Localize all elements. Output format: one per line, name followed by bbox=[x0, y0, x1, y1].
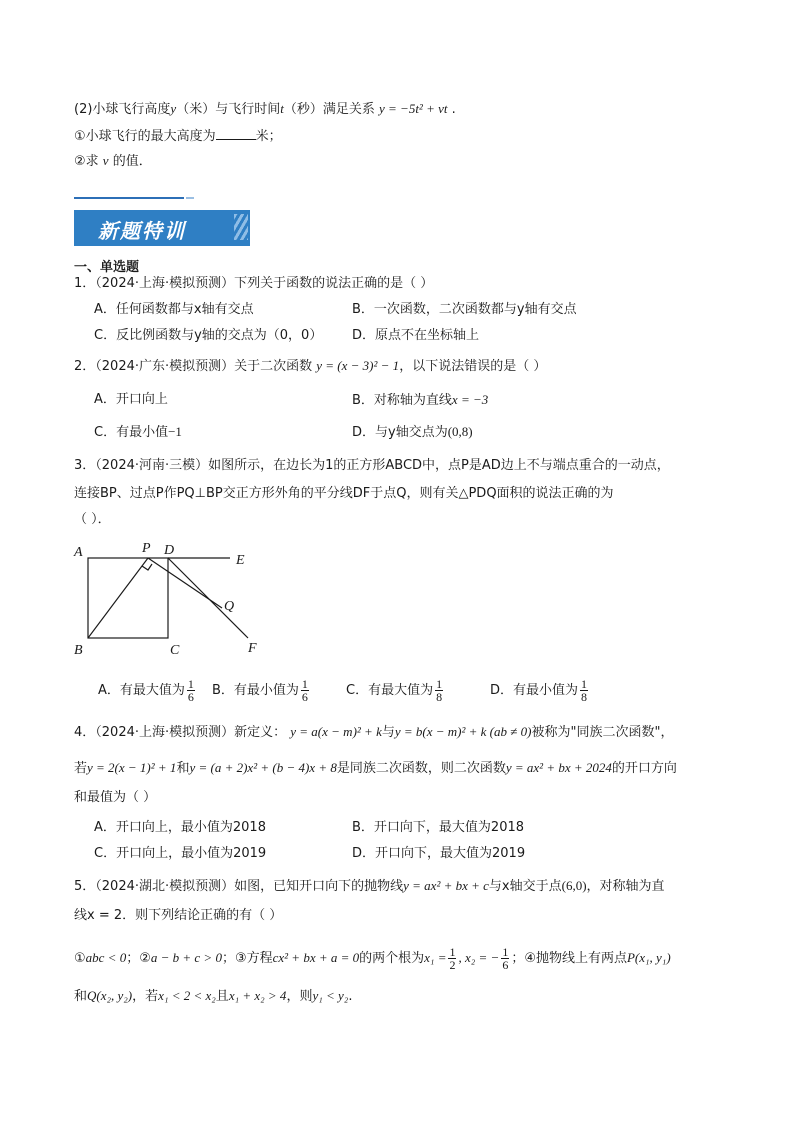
q2-option-a: A．开口向上 bbox=[94, 392, 168, 407]
q4-l1-suffix: 被称为"同族二次函数"， bbox=[531, 725, 674, 740]
q3-option-c bbox=[346, 678, 445, 703]
q5-l4-c2: 且 bbox=[215, 989, 229, 1004]
label-b: B bbox=[74, 643, 83, 658]
q3-d-num: 1 bbox=[581, 677, 588, 691]
q2-option-c bbox=[94, 422, 182, 443]
var-y: y bbox=[170, 101, 177, 116]
q5-l3-c3: ；③方程 bbox=[221, 951, 273, 966]
q5-frac2-den: 6 bbox=[502, 958, 509, 972]
var-v: v bbox=[102, 153, 109, 168]
q2-stem-suffix: ，以下说法错误的是（ ） bbox=[399, 359, 547, 374]
q4-l2-mid2: 是同族二次函数，则二次函数 bbox=[336, 761, 506, 776]
answer-blank[interactable] bbox=[216, 127, 256, 140]
banner-stripe bbox=[234, 214, 248, 240]
q4-l1-f2: y = b(x − m)² + k (ab ≠ 0) bbox=[394, 724, 532, 739]
section-title: 一、单选题 bbox=[74, 260, 140, 275]
q4-option-a: A．开口向上，最小值为2018 bbox=[94, 820, 266, 835]
q5-l4-c3: ，则 bbox=[286, 989, 313, 1004]
section-banner bbox=[74, 204, 254, 250]
q2-formula: y = (x − 3)² − 1 bbox=[316, 358, 400, 373]
part2-q1-suffix: 米； bbox=[255, 129, 282, 144]
label-d: D bbox=[164, 543, 175, 558]
q3-a-den: 6 bbox=[187, 690, 194, 704]
q3-c-num: 1 bbox=[436, 677, 443, 691]
q3-c-frac bbox=[435, 678, 443, 703]
q5-l4-f4: y₁ < y₂ bbox=[312, 988, 349, 1003]
q2-c-formula: −1 bbox=[168, 424, 182, 439]
q3-b-text: B．有最小值为 bbox=[212, 683, 299, 698]
q5-l4-c1: ，若 bbox=[132, 989, 159, 1004]
part2-text-a: (2)小球飞行高度 bbox=[74, 102, 171, 117]
q2-d-prefix: D．与y轴交点为 bbox=[352, 425, 448, 440]
q5-line1 bbox=[74, 876, 665, 897]
q3-b-num: 1 bbox=[301, 677, 308, 691]
q5-l1-suffix: ，对称轴为直 bbox=[586, 879, 665, 894]
q3-c-den: 8 bbox=[436, 690, 443, 704]
q5-line4 bbox=[74, 986, 352, 1007]
part2-text-c: （秒）满足关系 bbox=[283, 102, 375, 117]
q4-line3: 和最值为（ ） bbox=[74, 790, 157, 805]
q3-d-frac bbox=[580, 678, 588, 703]
q3-figure bbox=[70, 538, 280, 660]
part2-q2 bbox=[74, 151, 152, 172]
q4-option-b: B．开口向下，最大值为2018 bbox=[352, 820, 525, 835]
part2-q2-prefix: ②求 bbox=[74, 154, 99, 169]
q5-frac1-num: 1 bbox=[449, 945, 456, 959]
formula-height: y = −5t² + vt bbox=[379, 101, 448, 116]
part2-text-end: . bbox=[451, 102, 456, 117]
segment-bp bbox=[88, 558, 148, 638]
q5-frac-2 bbox=[501, 946, 509, 971]
q5-l3-x2: , x₂ = − bbox=[458, 950, 500, 965]
q5-l4-end: . bbox=[348, 989, 353, 1004]
q5-l3-f4: P(x₁, y₁) bbox=[626, 950, 671, 965]
q2-c-prefix: C．有最小值 bbox=[94, 425, 169, 440]
q1-option-c: C．反比例函数与y轴的交点为（0，0） bbox=[94, 328, 323, 343]
q3-b-frac bbox=[301, 678, 309, 703]
q3-line1: 3．（2024·河南·三模）如图所示，在边长为1的正方形ABCD中，点P是AD边上不与端点重合的一动点， bbox=[74, 458, 670, 473]
q5-l4-f2: x₁ < 2 < x₂ bbox=[158, 988, 216, 1003]
q1-stem: 1．（2024·上海·模拟预测）下列关于函数的说法正确的是（ ） bbox=[74, 276, 434, 291]
q3-d-den: 8 bbox=[581, 690, 588, 704]
part2-q1 bbox=[74, 127, 282, 147]
q4-option-d: D．开口向下，最大值为2019 bbox=[352, 846, 526, 861]
q1-option-b: B．一次函数，二次函数都与y轴有交点 bbox=[352, 302, 577, 317]
q4-l1-prefix: 4．（2024·上海·模拟预测）新定义： bbox=[74, 725, 287, 740]
q4-l1-mid: 与 bbox=[381, 725, 395, 740]
q2-option-b bbox=[352, 390, 488, 411]
q5-line2: 线x = 2．则下列结论正确的有（ ） bbox=[74, 908, 283, 923]
q4-line2 bbox=[74, 758, 677, 779]
label-e: E bbox=[236, 553, 245, 568]
part2-text-b: （米）与飞行时间 bbox=[176, 102, 281, 117]
q3-b-den: 6 bbox=[301, 690, 308, 704]
q5-l3-c5: ；④抛物线上有两点 bbox=[511, 951, 627, 966]
q3-a-frac bbox=[187, 678, 195, 703]
q5-frac2-num: 1 bbox=[502, 945, 509, 959]
q3-a-text: A．有最大值为 bbox=[98, 683, 185, 698]
q4-l1-f1: y = a(x − m)² + k bbox=[290, 724, 382, 739]
q3-option-a bbox=[98, 678, 197, 703]
label-q: Q bbox=[224, 599, 235, 614]
q2-stem bbox=[74, 356, 546, 377]
q4-l2-mid: 和 bbox=[176, 761, 190, 776]
q5-l4-f1: Q(x₂, y₂) bbox=[87, 988, 133, 1003]
q5-l3-c4: 的两个根为 bbox=[359, 951, 425, 966]
q4-line1 bbox=[74, 722, 673, 743]
q5-l1-mid: 与x轴交于点 bbox=[488, 879, 562, 894]
q5-l4-f3: x₁ + x₂ > 4 bbox=[228, 988, 287, 1003]
q4-l2-prefix: 若 bbox=[74, 761, 88, 776]
q4-l2-f3: y = ax² + bx + 2024 bbox=[505, 760, 612, 775]
q3-option-d bbox=[490, 678, 590, 703]
label-c: C bbox=[170, 643, 180, 658]
q3-line2: 连接BP、过点P作PQ⊥BP交正方形外角的平分线DF于点Q，则有关△PDQ面积的说法正确的为 bbox=[74, 486, 614, 501]
q5-l1-f2: (6,0) bbox=[561, 878, 587, 893]
q4-l2-suffix: 的开口方向 bbox=[611, 761, 677, 776]
label-f: F bbox=[248, 641, 257, 656]
q5-l1-f1: y = ax² + bx + c bbox=[403, 878, 489, 893]
q3-option-b bbox=[212, 678, 311, 703]
q5-l3-f1: abc < 0 bbox=[85, 950, 127, 965]
square-abcd bbox=[88, 558, 168, 638]
q1-option-a: A．任何函数都与x轴有交点 bbox=[94, 302, 254, 317]
part2-q1-prefix: ①小球飞行的最大高度为 bbox=[74, 129, 216, 144]
q2-d-formula: (0,8) bbox=[447, 424, 473, 439]
q5-frac1-den: 2 bbox=[449, 958, 456, 972]
q5-l3-f2: a − b + c > 0 bbox=[150, 950, 222, 965]
q2-stem-prefix: 2．（2024·广东·模拟预测）关于二次函数 bbox=[74, 359, 313, 374]
q3-c-text: C．有最大值为 bbox=[346, 683, 434, 698]
label-p: P bbox=[142, 541, 151, 556]
q3-a-num: 1 bbox=[187, 677, 194, 691]
q5-line3 bbox=[74, 946, 671, 971]
q4-l2-f1: y = 2(x − 1)² + 1 bbox=[87, 760, 177, 775]
q5-l3-c2: ；② bbox=[126, 951, 151, 966]
q5-frac-1 bbox=[448, 946, 456, 971]
q3-d-text: D．有最小值为 bbox=[490, 683, 579, 698]
banner-top-rule-end bbox=[186, 197, 194, 199]
q5-l1-prefix: 5．（2024·湖北·模拟预测）如图，已知开口向下的抛物线 bbox=[74, 879, 404, 894]
q4-option-c: C．开口向上，最小值为2019 bbox=[94, 846, 267, 861]
part2-line1 bbox=[74, 99, 456, 120]
q2-option-d bbox=[352, 422, 473, 443]
q2-b-formula: x = −3 bbox=[451, 392, 489, 407]
q1-option-d: D．原点不在坐标轴上 bbox=[352, 328, 480, 343]
part2-q2-suffix: 的值． bbox=[112, 154, 152, 169]
q2-b-prefix: B．对称轴为直线 bbox=[352, 393, 452, 408]
var-t: t bbox=[280, 101, 284, 116]
q5-l3-f3: cx² + bx + a = 0 bbox=[272, 950, 360, 965]
banner-title: 新题特训 bbox=[98, 219, 186, 243]
segment-df bbox=[168, 558, 248, 638]
q5-l4-prefix: 和 bbox=[74, 989, 88, 1004]
q4-l2-f2: y = (a + 2)x² + (b − 4)x + 8 bbox=[189, 760, 337, 775]
q3-line3: （ ）． bbox=[74, 512, 111, 527]
q5-l3-c1: ① bbox=[74, 951, 86, 966]
q5-l3-x1: x₁ = bbox=[424, 950, 447, 965]
label-a: A bbox=[74, 545, 83, 560]
banner-top-rule bbox=[74, 197, 184, 199]
